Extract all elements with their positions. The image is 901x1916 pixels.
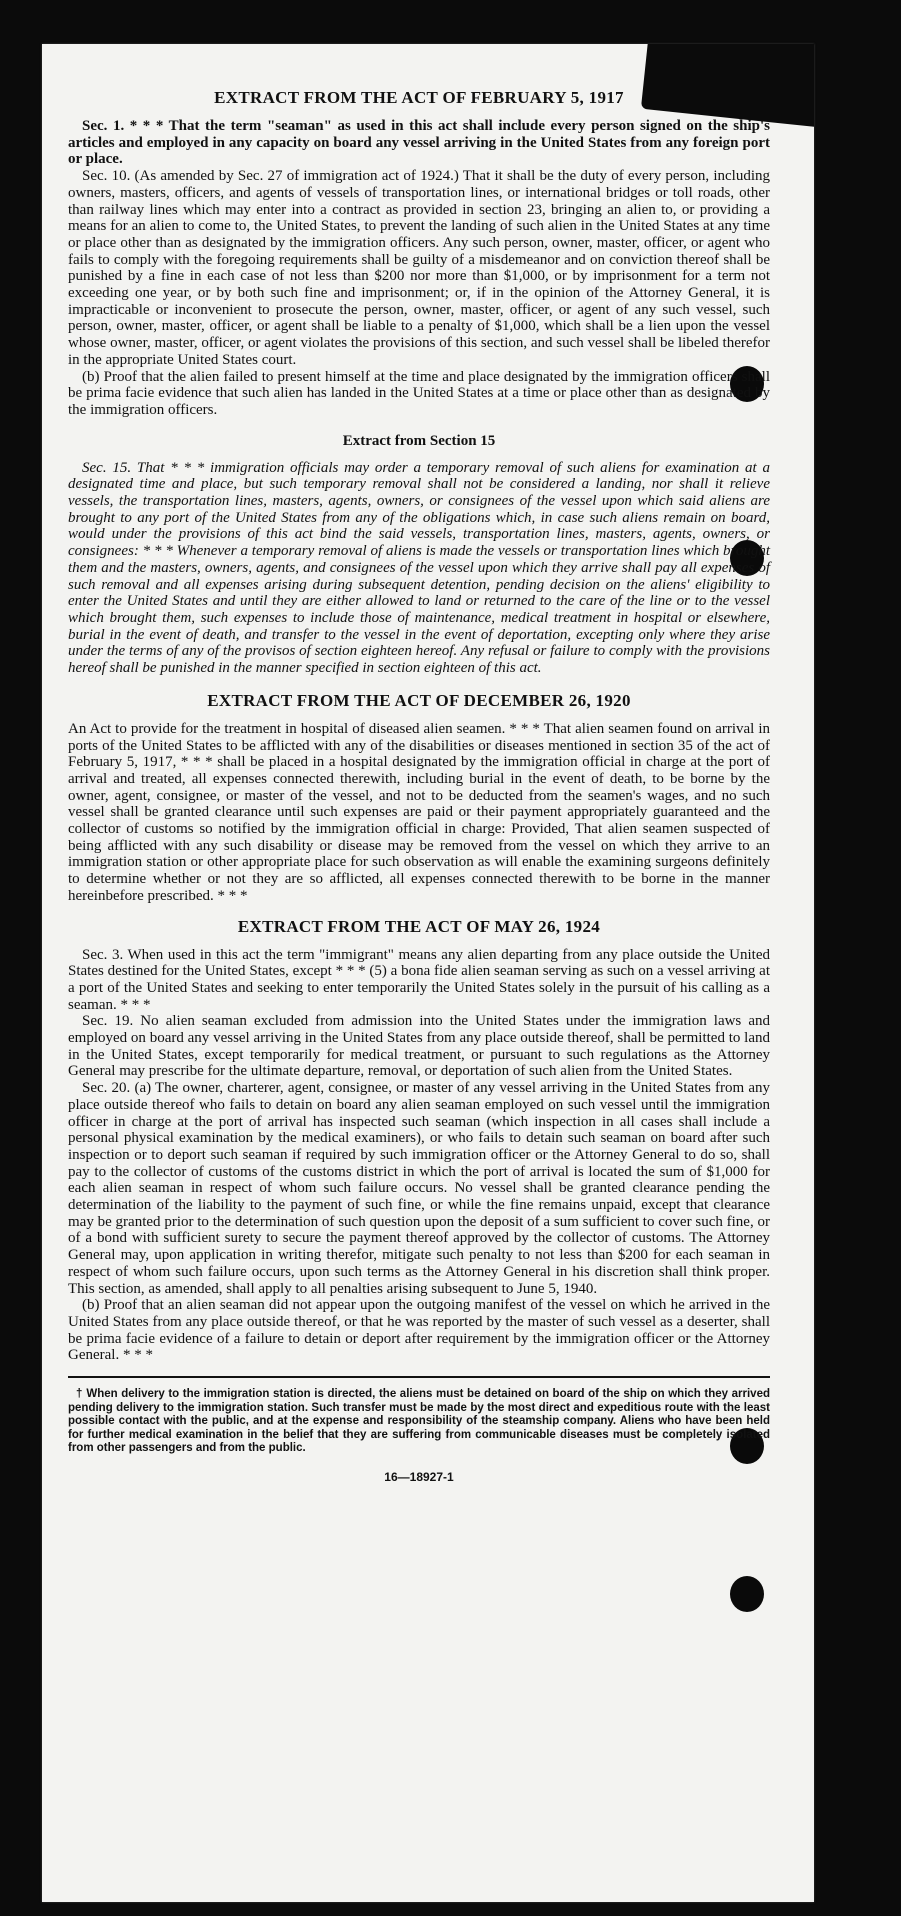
section-title: EXTRACT FROM THE ACT OF MAY 26, 1924 [237,916,601,936]
section-title: Extract from Section 15 [342,432,496,449]
punch-hole [730,1576,764,1612]
paragraph: Sec. 1. * * * That the term "seaman" as used in this act shall include every person signed on the ship's articles and employed in any capacity on board any vessel arriving in the United States from any foreign port or place. [68,118,770,168]
divider [68,1376,770,1378]
paragraph: An Act to provide for the treatment in hospital of diseased alien seamen. * * * That alien seamen found on arrival in ports of the United States to be afflicted with any of the disabilities or diseases mentioned in section 35 of the act of February 5, 1917, * * * shall be placed in a hospital designated by the immigration official in charge at the port of arrival and treated, all expenses connected therewith, including burial in the event of death, to be borne by the owner, agent, consignee, or master of the vessel, and not to be deducted from the seamen's wages, and no such vessel shall be granted clearance until such expenses are paid or their payment appropriately guaranteed and the collector of customs so notified by the immigration official in charge: Provided, That alien seamen suspected of being afflicted with any such disability or disease may be removed from the vessel on which they arrive to an immigration station or other appropriate place for such observation as will enable the examining surgeons definitely to determine whether or not they are so afflicted, all expenses connected therewith to be borne in the manner hereinbefore prescribed. * * * [68,720,770,904]
paragraph: Sec. 3. When used in this act the term "immigrant" means any alien departing from any place outside the United States destined for the United States, except * * * (5) a bona fide alien seaman serving as such on a vessel arriving at a port of the United States and seeking to enter temporarily the United States solely in the pursuit of his calling as a seaman. * * * [68,946,770,1013]
document-body [68,88,770,1484]
paragraph: Sec. 15. That * * * immigration officials may order a temporary removal of such aliens for examination at a designated time and place, but such temporary removal shall not be considered a landing, nor shall it relieve vessels, the transportation lines, masters, agents, owners, or consignees of the vessel upon which said aliens are brought to any port of the United States from any of the obligations which, in case such aliens remain on board, would under the provisions of this act bind the said vessels, transportation lines, masters, agents, owners, or consignees: * * * Whenever a temporary removal of aliens is made the vessels or transportation lines which brought them and the masters, owners, agents, and consignees of the vessel upon which they arrive shall pay all expenses of such removal and all expenses arising during subsequent detention, pending decision on the aliens' eligibility to enter the United States and until they are either allowed to land or returned to the care of the line or to the vessel which brought them, such expenses to include those of maintenance, medical treatment in hospital or elsewhere, burial in the event of death, and transfer to the vessel in the event of deportation, excepting only where they arise under the terms of any of the provisos of section eighteen hereof. Any refusal or failure to comply with the provisions hereof shall be punished in the manner specified in section eighteen of this act. [68,459,770,677]
section-title: EXTRACT FROM THE ACT OF DECEMBER 26, 1920 [207,690,631,710]
paragraph: (b) Proof that the alien failed to present himself at the time and place designated by the immigration officers shall be prima facie evidence that such alien has landed in the United States at a time or place other than as designated by the immigration officers. [68,368,770,418]
form-number: 16—18927-1 [384,1469,454,1484]
paragraph: (b) Proof that an alien seaman did not appear upon the outgoing manifest of the vessel on which he arrived in the United States from any place outside thereof, or that he was reported by the master of such vessel as a deserter, shall be prima facie evidence of a failure to detain or deport after requirement by the immigration officer or the Attorney General. * * * [68,1297,770,1364]
paragraph: Sec. 19. No alien seaman excluded from admission into the United States under the immigration laws and employed on board any vessel arriving in the United States from any place outside thereof, shall be permitted to land in the United States, except temporarily for medical treatment, or pursuant to such regulations as the Attorney General may prescribe for the ultimate departure, removal, or deportation of such alien from the United States. [68,1013,770,1080]
section-title: EXTRACT FROM THE ACT OF FEBRUARY 5, 1917 [214,88,624,107]
paragraph: Sec. 20. (a) The owner, charterer, agent, consignee, or master of any vessel arriving in the United States from any place outside thereof who fails to detain on board any alien seaman employed on such vessel until the immigration officer in charge at the port of arrival has inspected such seaman (which inspection in all cases shall include a personal physical examination by the medical examiners), or who fails to detain such seaman on board after such inspection or to deport such seaman if required by such immigration officer or the Attorney General to do so, shall pay to the collector of customs of the customs district in which the port of arrival is located the sum of $1,000 for each alien seaman in respect of whom such failure occurs. No vessel shall be granted clearance pending the determination of the liability to the payment of such fine, or while the fine remains unpaid, except that clearance may be granted prior to the determination of such question upon the deposit of a sum sufficient to cover such fine, or of a bond with sufficient surety to secure the payment thereof approved by the collector of customs. The Attorney General may, upon application in writing therefor, mitigate such penalty to not less than $200 for each seaman in respect of whom such failure occurs, upon such terms as the Attorney General in his discretion shall think proper. This section, as amended, shall apply to all penalties arising subsequent to June 5, 1940. [68,1080,770,1297]
footnote: † When delivery to the immigration station is directed, the aliens must be detained on board of the ship on which they arrived pending delivery to the immigration station. Such transfer must be made by the most direct and expeditious route with the least possible contact with the public, and at the expense and responsibility of the steamship company. Aliens who have been held for further medical examination in the belief that they are suffering from communicable diseases must be completely isolated from other passengers and from the public. [68,1388,770,1455]
paragraph: Sec. 10. (As amended by Sec. 27 of immigration act of 1924.) That it shall be the duty of every person, including owners, masters, officers, and agents of vessels of transportation lines, or international bridges or toll roads, other than railway lines which may enter into a contract as provided in section 23, bringing an alien to, or providing a means for an alien to come to, the United States, to prevent the landing of such alien in the United States at any time or place other than as designated by the immigration officers. Any such person, owner, master, officer, or agent who fails to comply with the foregoing requirements shall be guilty of a misdemeanor and on conviction thereof shall be punished by a fine in each case of not less than $200 nor more than $1,000, or by imprisonment for a term not exceeding one year, or by both such fine and imprisonment; or, if in the opinion of the Attorney General, it is impracticable or inconvenient to prosecute the person, owner, master, officer, or agent of any such vessel, such person, owner, master, officer, or agent shall be liable to a penalty of $1,000, which shall be a lien upon the vessel whose owner, master, officer, or agent violates the provisions of this section, and such vessel shall be libeled therefor in the appropriate United States court. [68,168,770,368]
document-page [42,44,814,1902]
